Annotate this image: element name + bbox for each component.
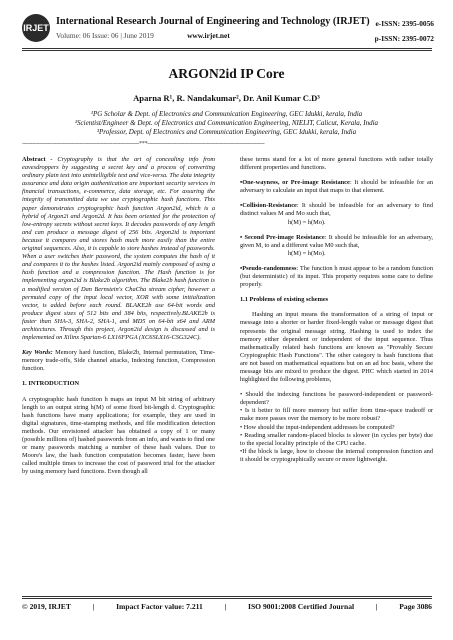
list-item: • Should the indexing functions be password-independent or password-dependent?: [240, 391, 433, 407]
right-column: [240, 156, 433, 464]
p-issn: p-ISSN: 2395-0072: [374, 34, 434, 43]
property-4-label: •Pseudo-randomness: [240, 264, 297, 272]
page-footer: [22, 602, 432, 616]
list-item: • How should the input-independent addresses be computed?: [240, 423, 395, 431]
problems-paragraph: Hashing an input means the transformation of a string of input or message into a shorter or harder fixed-length value or message digest that represents the original message string. Hashing is used to index the memory either dependent or independent of the input sequence. Thus mathematically related hash functions are known as "Provably Secure Cryptographic Hash Functions". The other category is hash functions that are not based on mathematical equations but on an ad hoc basis, where the message bits are mixed to produce the digest. PHC which started in 2014 highlighted the following problems,: [240, 311, 433, 384]
property-2-text: : It should be infeasible for an adversary to find distinct values M and Mo such that,: [240, 202, 433, 218]
journal-header: [22, 14, 434, 44]
abstract-label: Abstract -: [22, 156, 53, 163]
separator-line: ---------------------------------------------------------------------***---------------------------------------------------------------------: [22, 141, 265, 147]
footer-divider: [22, 596, 432, 599]
footer-impact-factor: Impact Factor value: 7.211: [116, 602, 203, 611]
property-1-text: : It should be infeasible for an adversary to calculate an input that maps to that element.: [240, 179, 433, 195]
keywords-label: Key Words:: [22, 349, 53, 357]
property-3-equation: h(M) = h(Mo).: [288, 249, 326, 257]
header-divider: [22, 48, 432, 51]
abstract-text: Cryptography is that the art of concealing info from eavesdroppers by suggesting a secret key and a process of converting ordinary plain text into unintelligible text and vice-versa. The data integrity assurance and data origin authentication are important security services in financial transactions, e-commerce, data storage, etc. For assuring the integrity of transmitted data we use cryptographic hash functions. This paper demonstrates cryptographic hash function Argon2id, which is a hybrid of Argon2i and Argon2d. It has been oriented for the protection of low-entropy secrets without secret keys. It decodes passwords of any length and can produce a message digest of 256 bits. Argon2id is important because it compares and stores hash much more easily than the entire original sequences. Also, it is capable to store hashes instead of passwords. When a user switches their password, the system computes the hash of it and compares it to the hashes listed. Argon2id mainly composed of using a hash function and a compression function. The Hash function is for implementing argon2id is Blake2b algorithm. The Blake2b hash function is a modified version of Dan Bernstein's ChaCha stream cipher, however a permuted copy of the input local vector, XOR with some initialization vector, is added before each round. BLAKE2b use 64-bit words and produce digest sizes of 512 bits and 384 bits, respectively.BLAKE2b is faster than SHA-3, SHA-2, SHA-1, and MD5 on 64-bit x64 and ARM architectures. Through this project, Argon2id design is discussed and is implemented on Xilinx Spartan-6 LX16FPGA (XC6SLX16-CSG324C).: [22, 156, 215, 342]
affiliation-3: ³Professor, Dept. of Electronics and Communication Engineering, GEC Idukki, kerala, India: [96, 128, 357, 136]
affiliation-1: ¹PG Scholar & Dept. of Electronics and Communication Engineering, GEC Idukki, kerala, India: [90, 110, 363, 118]
journal-website[interactable]: www.irjet.net: [187, 31, 230, 40]
abstract: [22, 156, 215, 342]
journal-volume-line: [56, 31, 230, 40]
left-column: [22, 156, 215, 483]
property-4-text: : The function h must appear to be a random function (but deterministic) of its input. This property requires some care to define properly.: [240, 264, 433, 289]
property-collision-resistance: [240, 202, 433, 226]
list-item: •If the block is large, how to choose the internal compression function and it should be cryptographically secure or more lightweight.: [240, 447, 433, 463]
property-1-label: •One-wayness, or Pre-image Resistance: [240, 179, 350, 187]
volume-issue: Volume: 06 Issue: 06 | June 2019: [56, 31, 154, 40]
footer-separator: |: [224, 602, 227, 611]
list-item: • Reading smaller random-placed blocks is slower (in cycles per byte) due to the special locality principle of the CPU cache.: [240, 431, 433, 447]
footer-separator: |: [375, 602, 378, 611]
keywords-text: Memory hard function, Blake2b, Internal permutation, Time-memory trade-offs, Side channel attacks, Indexing function, Compression function.: [22, 349, 215, 373]
e-issn: e-ISSN: 2395-0056: [375, 19, 434, 28]
keywords: [22, 349, 215, 373]
property-second-preimage: [240, 234, 433, 258]
property-3-text: : It should be infeasible for an adversary, given M, to and a different value M0 such that,: [240, 233, 433, 249]
subsection-heading: 1.1 Problems of existing schemes: [240, 296, 329, 304]
footer-separator: |: [92, 602, 95, 611]
problems-list: [240, 391, 433, 464]
intro-heading: 1. INTRODUCTION: [22, 380, 80, 388]
footer-copyright: © 2019, IRJET: [22, 602, 71, 611]
footer-iso: ISO 9001:2008 Certified Journal: [248, 602, 355, 611]
property-3-label: • Second Pre-image Resistance: [240, 233, 325, 241]
affiliations: [0, 110, 453, 137]
footer-page-number: Page 3086: [399, 602, 432, 611]
paper-title: ARGON2id IP Core: [168, 66, 285, 81]
property-2-equation: h(M) = h(Mo).: [288, 218, 326, 226]
intro-paragraph: A cryptographic hash function h maps an input M bit string of arbitrary length to an output string h(M) of some fixed bit-length d. Cryptographic hash functions have many applications; for example, they are used in digital signatures, time-stamping methods, and file modification detection methods. Our envisioned attacker has obtained a copy of 1 or many (possible millions of) hashed passwords from an info, and wants to find one or many passwords matching a number of these hash values. Due to Moore's law, the hash function computation becomes faster, have been called multiple times to increase the cost of password trial for the attacker by using memory hard functions. Even though all: [22, 395, 215, 476]
property-pseudo-randomness: [240, 265, 433, 289]
property-2-label: •Collision-Resistance: [240, 202, 297, 210]
affiliation-2: ²Scientist/Engineer & Dept. of Electronics and Communication Engineering, NIELIT, Calicut, Kerala, India: [74, 119, 379, 127]
list-item: • Is it better to fill more memory but suffer from time-space tradeoff or make more passes over the memory to be more robust?: [240, 407, 433, 423]
property-one-wayness: [240, 179, 433, 195]
irjet-logo: IRJET: [22, 14, 50, 42]
right-intro-paragraph: these terms stand for a lot of more general functions with rather totally different properties and functions.: [240, 156, 433, 172]
issn-block: [375, 16, 434, 46]
journal-title: International Research Journal of Engineering and Technology (IRJET): [56, 16, 370, 27]
paper-authors: Aparna R¹, R. Nandakumar², Dr. Anil Kumar C.D³: [133, 93, 320, 103]
